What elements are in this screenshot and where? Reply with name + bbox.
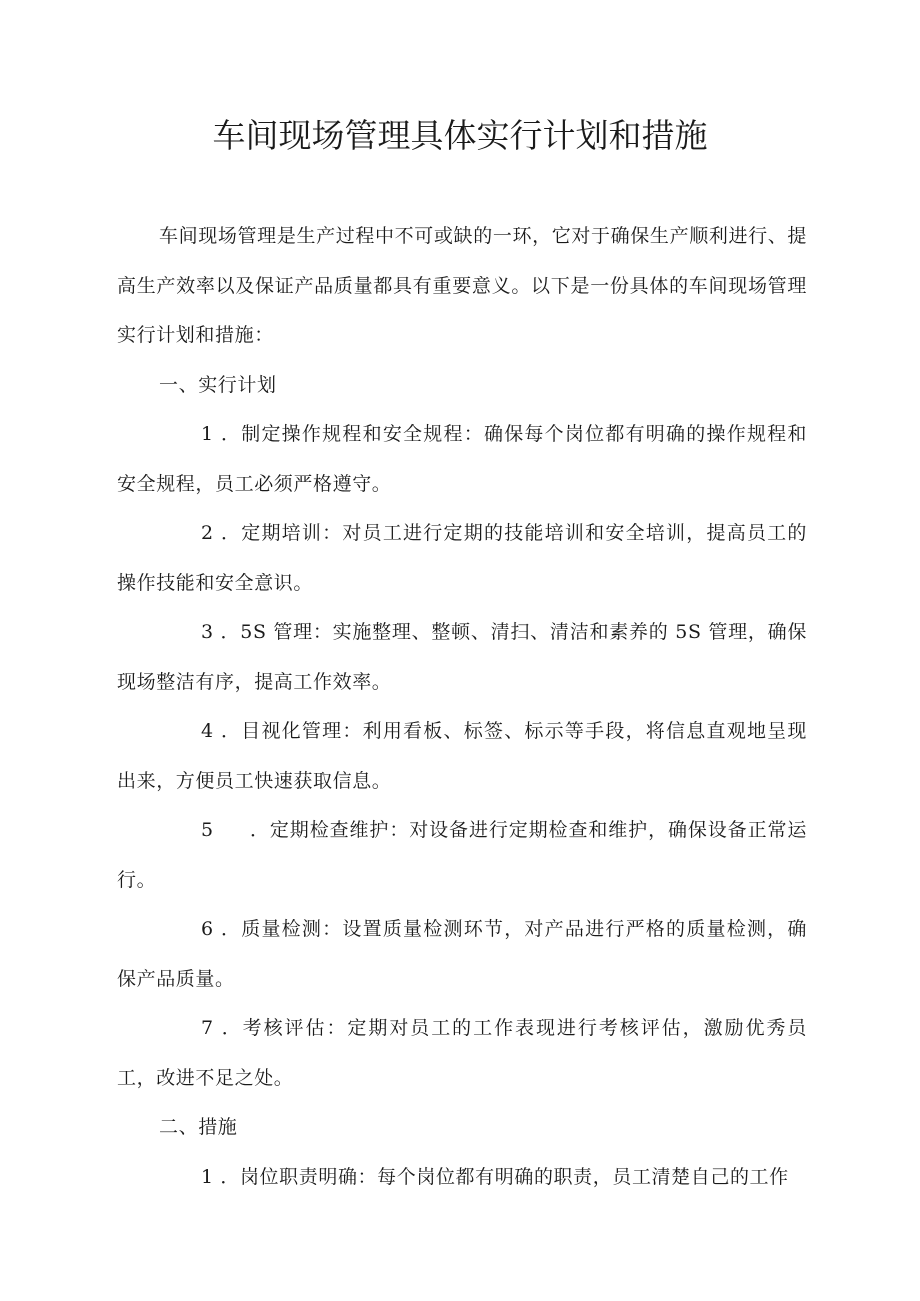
- item-text: ．考核评估：定期对员工的工作表现进行考核评估，激励优秀员工，改进不足之处。: [117, 1017, 807, 1089]
- item-text: ．目视化管理：利用看板、标签、标示等手段，将信息直观地呈现出来，方便员工快速获取信息。: [117, 720, 808, 792]
- item-number: 6: [201, 918, 214, 940]
- item-number: 3: [201, 621, 214, 643]
- item-text: ．定期检查维护：对设备进行定期检查和维护，确保设备正常运行。: [117, 819, 807, 891]
- item-number: 7: [201, 1017, 214, 1039]
- plan-item-4: [117, 707, 807, 806]
- plan-item-6: [117, 905, 807, 1004]
- plan-item-1: [117, 410, 807, 509]
- document-title: 车间现场管理具体实行计划和措施: [212, 116, 708, 155]
- item-text: ．定期培训：对员工进行定期的技能培训和安全培训，提高员工的操作技能和安全意识。: [117, 522, 808, 594]
- item-text: ．质量检测：设置质量检测环节，对产品进行严格的质量检测，确保产品质量。: [117, 918, 808, 990]
- item-number: 5: [201, 819, 214, 841]
- item-number: 1: [201, 423, 214, 445]
- measure-item-1: [117, 1153, 807, 1203]
- item-text: ．5S 管理：实施整理、整顿、清扫、清洁和素养的 5S 管理，确保现场整洁有序，提高工作效率。: [117, 621, 807, 693]
- item-number: 1: [201, 1165, 214, 1188]
- document-body: [117, 212, 807, 1202]
- plan-item-2: [117, 509, 807, 608]
- plan-item-5: [117, 806, 807, 905]
- plan-item-3: [117, 608, 807, 707]
- plan-item-7: [117, 1004, 807, 1103]
- item-number: 4: [201, 720, 214, 742]
- intro-paragraph: 车间现场管理是生产过程中不可或缺的一环，它对于确保生产顺利进行、提高生产效率以及保证产品质量都具有重要意义。以下是一份具体的车间现场管理实行计划和措施：: [117, 225, 807, 346]
- item-number: 2: [201, 522, 214, 544]
- section-heading-measures: 二、措施: [159, 1116, 238, 1138]
- item-text: ．岗位职责明确：每个岗位都有明确的职责，员工清楚自己的工作: [220, 1165, 789, 1188]
- section-heading-plan: 一、实行计划: [159, 373, 277, 396]
- item-text: ．制定操作规程和安全规程：确保每个岗位都有明确的操作规程和安全规程，员工必须严格遵守。: [117, 423, 808, 495]
